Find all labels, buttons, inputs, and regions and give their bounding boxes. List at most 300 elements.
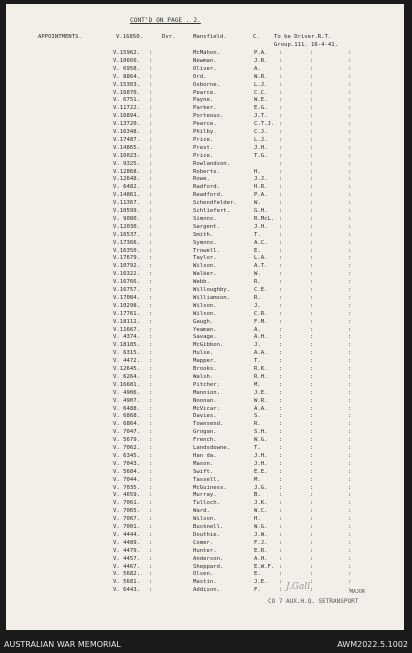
row-surname: Ward. <box>193 508 210 515</box>
row-number: V.17084. <box>113 294 140 301</box>
row-number: V.18112. <box>113 318 140 325</box>
row-surname: Sargent. <box>193 223 220 230</box>
row-column-mark: : <box>348 468 352 475</box>
row-number: V.17366. <box>113 239 140 246</box>
row-column-mark: : <box>348 326 352 333</box>
row-column-mark: : <box>310 121 314 128</box>
row-separator: : <box>149 445 153 451</box>
row-column-mark: : <box>310 65 314 72</box>
row-initials: J.G. <box>254 484 268 491</box>
row-number: V. 4444. <box>113 531 140 538</box>
row-initials: R.McL. <box>254 215 275 222</box>
row-separator: : <box>149 358 153 365</box>
row-separator: : <box>149 144 153 151</box>
row-column-mark: : <box>310 255 314 262</box>
row-column-mark: : <box>310 476 314 483</box>
row-initials: T. <box>254 445 261 451</box>
row-column-mark: : <box>348 223 352 230</box>
row-number: V.13720. <box>113 121 140 128</box>
row-separator: : <box>149 160 153 167</box>
row-column-mark: : <box>310 555 314 562</box>
row-number: V.10298. <box>113 302 140 309</box>
row-initials: F.M. <box>254 318 268 325</box>
row-column-mark: : <box>348 255 352 262</box>
row-column-mark: : <box>310 271 314 278</box>
row-number: V. 7043. <box>113 460 140 467</box>
row-separator: : <box>149 318 153 325</box>
row-number: V.17487. <box>113 136 140 143</box>
row-surname: Addison. <box>193 587 220 594</box>
row-surname: Oliver. <box>193 65 217 72</box>
row-column-mark: : <box>310 105 314 112</box>
row-column-mark: : <box>279 73 283 80</box>
row-separator: : <box>149 65 153 72</box>
row-separator: : <box>149 294 153 301</box>
row-surname: Newman. <box>193 57 217 64</box>
row-column-mark: : <box>348 484 352 491</box>
row-column-mark: : <box>348 247 352 254</box>
row-number: V. 6958. <box>113 65 140 72</box>
row-column-mark: : <box>348 73 352 80</box>
row-column-mark: : <box>348 294 352 301</box>
row-column-mark: : <box>310 50 314 56</box>
row-number: V. 8864. <box>113 73 140 80</box>
row-number: V. 4489. <box>113 539 140 546</box>
row-column-mark: : <box>279 500 283 507</box>
document-page <box>6 4 404 630</box>
row-column-mark: : <box>348 381 352 388</box>
row-separator: : <box>149 176 153 183</box>
row-number: V.10792. <box>113 263 140 270</box>
row-separator: : <box>149 373 153 380</box>
row-separator: : <box>149 97 153 104</box>
row-surname: Willoughby. <box>193 287 231 293</box>
row-separator: : <box>149 421 153 428</box>
row-column-mark: : <box>310 366 314 372</box>
row-separator: : <box>149 547 153 554</box>
row-initials: R. <box>254 294 261 301</box>
row-surname: Sheppard. <box>193 563 224 570</box>
row-surname: McGibbon. <box>193 342 224 349</box>
row-separator: : <box>149 500 153 507</box>
row-column-mark: : <box>348 508 352 515</box>
row-initials: R. <box>254 279 261 286</box>
row-column-mark: : <box>310 413 314 420</box>
row-number: V. 4906. <box>113 389 140 396</box>
row-surname: Townsend. <box>193 421 224 428</box>
row-column-mark: : <box>279 247 283 254</box>
row-initials: L.J. <box>254 81 268 88</box>
row-column-mark: : <box>279 318 283 325</box>
row-number: V. 7061. <box>113 500 140 507</box>
row-column-mark: : <box>310 184 314 191</box>
row-surname: Porteous. <box>193 113 224 120</box>
row-column-mark: : <box>310 342 314 349</box>
row-column-mark: : <box>348 302 352 309</box>
row-column-mark: : <box>279 547 283 554</box>
row-initials: W.G. <box>254 524 268 530</box>
row-column-mark: : <box>279 397 283 404</box>
row-number: V.16023. <box>113 152 140 159</box>
row-initials: J.H. <box>254 223 268 230</box>
row-column-mark: : <box>348 263 352 270</box>
row-column-mark: : <box>279 516 283 523</box>
row-column-mark: : <box>348 373 352 380</box>
row-column-mark: : <box>310 437 314 444</box>
row-column-mark: : <box>348 389 352 396</box>
row-number: V.15962. <box>113 50 140 56</box>
row-initials: E.G. <box>254 105 268 112</box>
row-separator: : <box>149 310 153 317</box>
row-column-mark: : <box>310 373 314 380</box>
row-number: V.12868. <box>113 168 140 175</box>
row-column-mark: : <box>279 413 283 420</box>
row-number: V. 7067. <box>113 516 140 523</box>
row-initials: P.A. <box>254 192 268 199</box>
row-column-mark: : <box>279 539 283 546</box>
row-column-mark: : <box>310 160 314 167</box>
row-column-mark: : <box>279 342 283 349</box>
row-number: V. 6264. <box>113 373 140 380</box>
row-separator: : <box>149 271 153 278</box>
row-number: V. 5679. <box>113 437 140 444</box>
row-column-mark: : <box>310 579 314 586</box>
row-initials: J.E. <box>254 579 268 586</box>
row-column-mark: : <box>348 239 352 246</box>
row-number: V.17761. <box>113 310 140 317</box>
row-surname: Ord. <box>193 73 207 80</box>
row-column-mark: : <box>310 89 314 96</box>
row-column-mark: : <box>279 310 283 317</box>
row-column-mark: : <box>348 168 352 175</box>
row-column-mark: : <box>310 129 314 135</box>
row-column-mark: : <box>279 358 283 365</box>
row-initials: F.J. <box>254 539 268 546</box>
row-column-mark: : <box>310 200 314 207</box>
row-separator: : <box>149 587 153 594</box>
row-number: V.18185. <box>113 342 140 349</box>
row-column-mark: : <box>279 555 283 562</box>
row-initials: W.C. <box>254 508 268 515</box>
row-column-mark: : <box>310 381 314 388</box>
row-number: V. 6443. <box>113 587 140 594</box>
row-column-mark: : <box>310 97 314 104</box>
row-number: V.12645. <box>113 366 140 372</box>
row-number: V. 6751. <box>113 97 140 104</box>
row-surname: Tulloch. <box>193 500 220 507</box>
row-column-mark: : <box>279 105 283 112</box>
row-column-mark: : <box>279 587 283 594</box>
row-separator: : <box>149 334 153 341</box>
row-column-mark: : <box>279 579 283 586</box>
row-column-mark: : <box>279 208 283 214</box>
row-separator: : <box>149 539 153 546</box>
row-column-mark: : <box>279 121 283 128</box>
row-surname: Davies. <box>193 413 217 420</box>
row-surname: Pearce. <box>193 121 217 128</box>
row-initials: A.A. <box>254 405 268 412</box>
row-column-mark: : <box>310 144 314 151</box>
row-initials: J.E. <box>254 389 268 396</box>
row-initials: E. <box>254 247 261 254</box>
row-column-mark: : <box>310 405 314 412</box>
row-column-mark: : <box>348 547 352 554</box>
row-separator: : <box>149 524 153 530</box>
row-column-mark: : <box>279 263 283 270</box>
row-separator: : <box>149 263 153 270</box>
row-initials: A.A. <box>254 350 268 357</box>
row-column-mark: : <box>279 192 283 199</box>
row-initials: E.W.F. <box>254 563 275 570</box>
row-separator: : <box>149 279 153 286</box>
row-column-mark: : <box>279 113 283 120</box>
signature-office: CO 7 AUX.H.Q. SETRANSPORT <box>268 598 359 605</box>
row-column-mark: : <box>279 468 283 475</box>
row-initials: S.H. <box>254 429 268 436</box>
row-column-mark: : <box>348 421 352 428</box>
row-column-mark: : <box>279 97 283 104</box>
row-surname: Trowell. <box>193 247 220 254</box>
row-number: V. 7035. <box>113 484 140 491</box>
row-column-mark: : <box>310 389 314 396</box>
row-number: V. 5684. <box>113 468 140 475</box>
row-column-mark: : <box>310 279 314 286</box>
row-surname: Schendfelder. <box>193 200 237 207</box>
row-initials: J. <box>254 342 261 349</box>
row-column-mark: : <box>279 271 283 278</box>
row-column-mark: : <box>279 279 283 286</box>
row-surname: Pitcher. <box>193 381 220 388</box>
row-separator: : <box>149 81 153 88</box>
row-column-mark: : <box>279 326 283 333</box>
row-column-mark: : <box>279 81 283 88</box>
row-separator: : <box>149 215 153 222</box>
row-column-mark: : <box>310 571 314 578</box>
row-initials: A. <box>254 326 261 333</box>
first-number: V.16850. <box>116 34 143 40</box>
row-column-mark: : <box>279 429 283 436</box>
row-separator: : <box>149 287 153 293</box>
row-column-mark: : <box>279 476 283 483</box>
row-separator: : <box>149 105 153 112</box>
row-separator: : <box>149 579 153 586</box>
row-column-mark: : <box>348 287 352 293</box>
row-surname: Schliefert. <box>193 208 231 214</box>
row-separator: : <box>149 397 153 404</box>
footer-institution: AUSTRALIAN WAR MEMORIAL <box>4 640 121 649</box>
row-column-mark: : <box>310 468 314 475</box>
first-initial: C. <box>253 34 260 40</box>
row-separator: : <box>149 255 153 262</box>
row-column-mark: : <box>310 484 314 491</box>
row-separator: : <box>149 50 153 56</box>
row-surname: Han da. <box>193 452 217 459</box>
row-column-mark: : <box>310 168 314 175</box>
row-surname: Taylor. <box>193 255 217 262</box>
row-column-mark: : <box>310 57 314 64</box>
footer-reference: AWM2022.5.1002 <box>337 640 408 649</box>
row-initials: W.R. <box>254 73 268 80</box>
row-column-mark: : <box>348 310 352 317</box>
row-number: V.11722. <box>113 105 140 112</box>
row-column-mark: : <box>279 215 283 222</box>
row-number: V. 6488. <box>113 405 140 412</box>
row-column-mark: : <box>310 318 314 325</box>
row-column-mark: : <box>348 342 352 349</box>
row-column-mark: : <box>348 358 352 365</box>
row-column-mark: : <box>348 121 352 128</box>
row-surname: Readford. <box>193 192 224 199</box>
row-column-mark: : <box>310 192 314 199</box>
row-number: V. 5682. <box>113 571 140 578</box>
row-initials: H. <box>254 516 261 523</box>
row-column-mark: : <box>310 263 314 270</box>
row-number: V.16757. <box>113 287 140 293</box>
row-surname: Wilson. <box>193 263 217 270</box>
row-separator: : <box>149 129 153 135</box>
row-number: V. 4374. <box>113 334 140 341</box>
row-column-mark: : <box>310 223 314 230</box>
row-surname: Anderson. <box>193 555 224 562</box>
row-separator: : <box>149 389 153 396</box>
row-column-mark: : <box>279 421 283 428</box>
row-surname: Murray. <box>193 492 217 499</box>
row-initials: R.H. <box>254 373 268 380</box>
row-separator: : <box>149 231 153 238</box>
row-separator: : <box>149 89 153 96</box>
row-column-mark: : <box>348 192 352 199</box>
row-separator: : <box>149 437 153 444</box>
row-column-mark: : <box>279 294 283 301</box>
row-number: V. 6864. <box>113 421 140 428</box>
row-separator: : <box>149 468 153 475</box>
row-number: V.11667. <box>113 326 140 333</box>
row-column-mark: : <box>348 452 352 459</box>
row-column-mark: : <box>348 65 352 72</box>
row-separator: : <box>149 192 153 199</box>
row-surname: Mapper. <box>193 358 217 365</box>
row-column-mark: : <box>279 65 283 72</box>
row-initials: J.H. <box>254 460 268 467</box>
row-surname: Prest. <box>193 144 214 151</box>
row-column-mark: : <box>310 492 314 499</box>
row-number: V.16766. <box>113 279 140 286</box>
row-surname: McGuiness. <box>193 484 227 491</box>
row-surname: Mason. <box>193 460 214 467</box>
row-column-mark: : <box>348 57 352 64</box>
row-initials: E.R. <box>254 547 268 554</box>
row-surname: Radford. <box>193 184 220 191</box>
row-number: V.12030. <box>113 223 140 230</box>
row-initials: A.T. <box>254 263 268 270</box>
row-initials: A. <box>254 65 261 72</box>
row-surname: Mannion. <box>193 389 220 396</box>
row-initials: J.T. <box>254 113 268 120</box>
row-surname: Wilson. <box>193 302 217 309</box>
row-separator: : <box>149 247 153 254</box>
row-column-mark: : <box>348 89 352 96</box>
row-number: V. 4472. <box>113 358 140 365</box>
row-surname: Gaugh. <box>193 318 214 325</box>
row-column-mark: : <box>279 571 283 578</box>
row-column-mark: : <box>348 200 352 207</box>
row-initials: W.E. <box>254 97 268 104</box>
archive-footer <box>0 636 412 653</box>
row-column-mark: : <box>348 184 352 191</box>
row-column-mark: : <box>279 373 283 380</box>
row-column-mark: : <box>348 366 352 372</box>
row-column-mark: : <box>348 208 352 214</box>
first-rank: Dvr. <box>162 34 176 40</box>
row-surname: Rowlandson. <box>193 160 231 167</box>
row-separator: : <box>149 381 153 388</box>
row-column-mark: : <box>279 389 283 396</box>
row-number: V.12648. <box>113 176 140 183</box>
row-initials: L.A. <box>254 255 268 262</box>
row-separator: : <box>149 121 153 128</box>
row-separator: : <box>149 516 153 523</box>
row-surname: Wilson. <box>193 310 217 317</box>
row-separator: : <box>149 460 153 467</box>
row-initials: C.J. <box>254 129 268 135</box>
row-initials: H.R. <box>254 184 268 191</box>
continuation-heading: CONT'D ON PAGE . 2. <box>130 17 201 24</box>
row-separator: : <box>149 429 153 436</box>
row-number: V.10660. <box>113 57 140 64</box>
row-initials: C.C. <box>254 89 268 96</box>
row-initials: J.J. <box>254 176 268 183</box>
row-column-mark: : <box>310 176 314 183</box>
row-column-mark: : <box>310 287 314 293</box>
row-initials: J.H. <box>254 144 268 151</box>
row-separator: : <box>149 413 153 420</box>
row-number: V.14861. <box>113 192 140 199</box>
row-column-mark: : <box>279 176 283 183</box>
row-initials: A.C. <box>254 239 268 246</box>
row-column-mark: : <box>310 421 314 428</box>
row-column-mark: : <box>310 326 314 333</box>
row-initials: T.G. <box>254 152 268 159</box>
row-column-mark: : <box>310 452 314 459</box>
row-column-mark: : <box>279 460 283 467</box>
row-column-mark: : <box>310 239 314 246</box>
row-column-mark: : <box>310 429 314 436</box>
row-number: V. 7001. <box>113 524 140 530</box>
row-surname: Webb. <box>193 279 210 286</box>
row-initials: J.W. <box>254 531 268 538</box>
row-column-mark: : <box>348 136 352 143</box>
row-number: V. 6482. <box>113 184 140 191</box>
row-column-mark: : <box>348 105 352 112</box>
row-surname: Douthie. <box>193 531 220 538</box>
row-column-mark: : <box>348 413 352 420</box>
row-separator: : <box>149 57 153 64</box>
row-surname: Olsen. <box>193 571 214 578</box>
row-column-mark: : <box>279 381 283 388</box>
row-number: V. 6868. <box>113 413 140 420</box>
row-separator: : <box>149 508 153 515</box>
row-surname: Comer. <box>193 539 214 546</box>
row-separator: : <box>149 184 153 191</box>
row-column-mark: : <box>348 97 352 104</box>
row-separator: : <box>149 136 153 143</box>
row-surname: McVicar. <box>193 405 220 412</box>
row-number: V. 7047. <box>113 429 140 436</box>
row-column-mark: : <box>279 129 283 135</box>
row-column-mark: : <box>348 579 352 586</box>
signature: J.Gall <box>286 582 311 592</box>
row-initials: J.R. <box>254 57 268 64</box>
